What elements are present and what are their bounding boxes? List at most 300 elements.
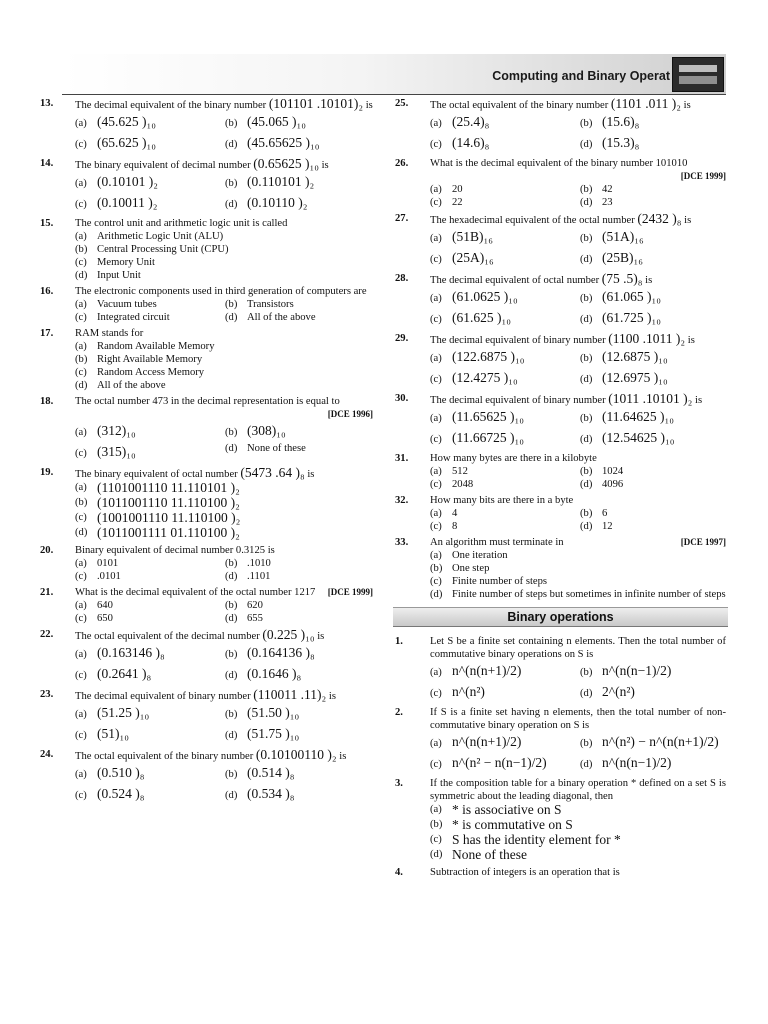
question-text bbox=[75, 544, 373, 557]
right-column bbox=[395, 97, 726, 882]
options-list bbox=[430, 112, 726, 154]
option-label: (d) bbox=[580, 434, 593, 445]
option-value: (11.66725 )₁₀ bbox=[452, 430, 524, 445]
options-list bbox=[430, 465, 726, 491]
question-stem: The decimal equivalent of octal number bbox=[430, 275, 600, 286]
option-label: (d) bbox=[225, 139, 238, 150]
option-label: (d) bbox=[75, 270, 88, 281]
question-text bbox=[75, 628, 373, 643]
option-a bbox=[75, 112, 225, 133]
option-label: (d) bbox=[580, 314, 593, 325]
option-label: (c) bbox=[75, 790, 87, 801]
option-d bbox=[225, 193, 375, 214]
question-stem: If S is a finite set having n elements, then the total number of non-commutative binary operation on S is bbox=[430, 707, 726, 731]
option-label: (a) bbox=[430, 667, 442, 678]
option-c bbox=[430, 133, 580, 154]
option-b bbox=[580, 407, 730, 428]
option-a bbox=[75, 763, 225, 784]
options-list bbox=[430, 287, 726, 329]
math-expression: (1100 .1011 )₂ bbox=[608, 331, 686, 346]
option-value: 2^(n²) bbox=[602, 684, 635, 699]
option-label: (d) bbox=[75, 380, 88, 391]
option-b bbox=[225, 643, 375, 664]
option-a bbox=[75, 557, 225, 570]
option-b bbox=[225, 557, 375, 570]
option-d bbox=[225, 570, 375, 583]
option-value: 42 bbox=[602, 184, 613, 195]
option-value: (0.534 )₈ bbox=[247, 786, 295, 801]
option-value: 6 bbox=[602, 508, 608, 519]
math-expression: (1101 .011 )₂ bbox=[610, 96, 681, 111]
option-b bbox=[580, 227, 730, 248]
option-a bbox=[430, 507, 580, 520]
math-expression: (0.65625 )₁₀ bbox=[253, 156, 319, 171]
option-value: (61.725 )₁₀ bbox=[602, 310, 661, 325]
option-d bbox=[430, 848, 726, 863]
option-label: (a) bbox=[430, 293, 442, 304]
option-b bbox=[580, 287, 730, 308]
page-header bbox=[62, 54, 726, 95]
option-value: (0.164136 )₈ bbox=[247, 645, 315, 660]
option-label: (d) bbox=[580, 521, 593, 532]
option-c bbox=[75, 442, 225, 463]
option-value: (25A)₁₆ bbox=[452, 250, 494, 265]
options-list bbox=[75, 298, 373, 324]
question-stem: Binary equivalent of decimal number 0.3125 is bbox=[75, 545, 275, 556]
option-c bbox=[430, 478, 580, 491]
option-label: (c) bbox=[75, 139, 87, 150]
option-value: Central Processing Unit (CPU) bbox=[97, 244, 229, 255]
option-label: (a) bbox=[75, 118, 87, 129]
question-number: 25. bbox=[395, 98, 409, 109]
option-d bbox=[225, 724, 375, 745]
option-label: (c) bbox=[75, 367, 87, 378]
left-column bbox=[40, 97, 373, 808]
option-b bbox=[75, 243, 373, 256]
option-value: Vacuum tubes bbox=[97, 299, 157, 310]
option-a bbox=[430, 803, 726, 818]
math-expression: (101101 .10101)₂ bbox=[268, 96, 364, 111]
option-value: 12 bbox=[602, 521, 613, 532]
options-list bbox=[75, 643, 373, 685]
option-value: (11.64625 )₁₀ bbox=[602, 409, 674, 424]
option-label: (b) bbox=[580, 184, 593, 195]
question-number: 19. bbox=[40, 467, 54, 478]
question-text bbox=[75, 327, 373, 340]
question-number: 2. bbox=[395, 707, 403, 718]
option-label: (a) bbox=[75, 231, 87, 242]
option-label: (b) bbox=[75, 244, 88, 255]
option-value: .0101 bbox=[97, 571, 121, 582]
option-value: .1101 bbox=[247, 571, 271, 582]
question-stem: The decimal equivalent of binary number bbox=[430, 335, 606, 346]
question-number: 33. bbox=[395, 537, 409, 548]
option-c bbox=[75, 311, 225, 324]
option-a bbox=[75, 230, 373, 243]
exam-reference: [DCE 1997] bbox=[680, 537, 726, 547]
question-number: 29. bbox=[395, 333, 409, 344]
option-a bbox=[430, 287, 580, 308]
question-item bbox=[395, 452, 726, 491]
option-value: 4 bbox=[452, 508, 458, 519]
option-c bbox=[430, 753, 580, 774]
option-value: (51.25 )₁₀ bbox=[97, 705, 150, 720]
question-text bbox=[430, 777, 726, 803]
option-label: (d) bbox=[580, 479, 593, 490]
question-number: 26. bbox=[395, 158, 409, 169]
options-list bbox=[75, 481, 373, 541]
option-b bbox=[225, 298, 375, 311]
question-text bbox=[75, 395, 373, 421]
option-value: (0.514 )₈ bbox=[247, 765, 295, 780]
option-b bbox=[225, 172, 375, 193]
option-value: Finite number of steps but sometimes in infinite number of steps bbox=[452, 589, 726, 600]
options-list bbox=[430, 347, 726, 389]
question-text bbox=[430, 392, 726, 407]
option-label: (d) bbox=[225, 790, 238, 801]
option-label: (a) bbox=[75, 299, 87, 310]
option-b bbox=[580, 112, 730, 133]
section-title: Binary operations bbox=[393, 607, 728, 627]
question-text bbox=[430, 272, 726, 287]
option-label: (a) bbox=[430, 184, 442, 195]
option-c bbox=[75, 256, 373, 269]
option-d bbox=[430, 588, 726, 601]
option-value: (12.4275 )₁₀ bbox=[452, 370, 518, 385]
option-label: (b) bbox=[225, 118, 238, 129]
option-a bbox=[75, 599, 225, 612]
option-label: (c) bbox=[430, 759, 442, 770]
binary-operation-question bbox=[395, 706, 726, 774]
option-value: 655 bbox=[247, 613, 263, 624]
question-item bbox=[395, 97, 726, 154]
question-number: 22. bbox=[40, 629, 54, 640]
option-a bbox=[75, 703, 225, 724]
option-value: (45.65625 )₁₀ bbox=[247, 135, 320, 150]
option-b bbox=[580, 507, 730, 520]
option-value: (0.163146 )₈ bbox=[97, 645, 165, 660]
option-a bbox=[75, 643, 225, 664]
question-text bbox=[430, 452, 726, 465]
question-text bbox=[75, 688, 373, 703]
question-item bbox=[40, 285, 373, 324]
option-value: (308)₁₀ bbox=[247, 423, 286, 438]
math-expression: (5473 .64 )₈ bbox=[240, 465, 305, 480]
option-value: (51)₁₀ bbox=[97, 726, 129, 741]
option-d bbox=[580, 196, 730, 209]
question-number: 16. bbox=[40, 286, 54, 297]
option-label: (b) bbox=[580, 293, 593, 304]
option-label: (d) bbox=[580, 688, 593, 699]
option-value: (14.6)₈ bbox=[452, 135, 490, 150]
option-c bbox=[75, 724, 225, 745]
question-number: 30. bbox=[395, 393, 409, 404]
option-value: Finite number of steps bbox=[452, 576, 548, 587]
question-item bbox=[395, 392, 726, 449]
question-number: 20. bbox=[40, 545, 54, 556]
option-value: n^(n(n−1)/2) bbox=[602, 663, 672, 678]
option-d bbox=[225, 784, 375, 805]
option-a bbox=[430, 661, 580, 682]
option-label: (c) bbox=[430, 434, 442, 445]
option-label: (c) bbox=[75, 312, 87, 323]
option-d bbox=[580, 753, 730, 774]
option-d bbox=[225, 664, 375, 685]
option-label: (a) bbox=[430, 233, 442, 244]
option-value: (61.065 )₁₀ bbox=[602, 289, 661, 304]
option-value: (11.65625 )₁₀ bbox=[452, 409, 524, 424]
option-value: (51.75 )₁₀ bbox=[247, 726, 300, 741]
question-text bbox=[430, 332, 726, 347]
option-b bbox=[580, 732, 730, 753]
option-a bbox=[430, 347, 580, 368]
question-stem: The decimal equivalent of binary number bbox=[430, 395, 606, 406]
question-suffix: is bbox=[687, 335, 695, 346]
question-text bbox=[75, 748, 373, 763]
option-c bbox=[75, 366, 373, 379]
option-d bbox=[580, 248, 730, 269]
option-label: (d) bbox=[580, 197, 593, 208]
option-value: (12.6975 )₁₀ bbox=[602, 370, 668, 385]
question-number: 21. bbox=[40, 587, 54, 598]
option-c bbox=[430, 248, 580, 269]
question-item bbox=[40, 97, 373, 154]
option-b bbox=[580, 661, 730, 682]
option-b bbox=[225, 421, 375, 442]
option-a bbox=[75, 481, 373, 496]
option-label: (a) bbox=[75, 558, 87, 569]
option-value: (51.50 )₁₀ bbox=[247, 705, 300, 720]
option-a bbox=[75, 298, 225, 311]
question-number: 4. bbox=[395, 867, 403, 878]
option-label: (c) bbox=[75, 670, 87, 681]
option-label: (b) bbox=[75, 497, 88, 508]
option-label: (d) bbox=[430, 849, 443, 860]
question-stem: An algorithm must terminate in bbox=[430, 537, 564, 548]
question-number: 15. bbox=[40, 218, 54, 229]
option-value: Memory Unit bbox=[97, 257, 155, 268]
option-c bbox=[430, 196, 580, 209]
question-stem: How many bits are there in a byte bbox=[430, 495, 574, 506]
question-suffix: is bbox=[307, 469, 315, 480]
options-list bbox=[430, 732, 726, 774]
option-value: All of the above bbox=[247, 312, 316, 323]
option-d bbox=[580, 133, 730, 154]
options-list bbox=[75, 172, 373, 214]
option-b bbox=[430, 818, 726, 833]
question-text bbox=[430, 536, 726, 549]
option-value: 4096 bbox=[602, 479, 624, 490]
option-label: (a) bbox=[75, 649, 87, 660]
option-value: (0.510 )₈ bbox=[97, 765, 145, 780]
option-value: n^(n(n+1)/2) bbox=[452, 663, 522, 678]
option-value: (0.1646 )₈ bbox=[247, 666, 302, 681]
option-label: (c) bbox=[430, 254, 442, 265]
option-label: (b) bbox=[580, 508, 593, 519]
option-label: (d) bbox=[580, 139, 593, 150]
option-value: (0.524 )₈ bbox=[97, 786, 145, 801]
option-label: (b) bbox=[225, 427, 238, 438]
option-a bbox=[75, 421, 225, 442]
option-value: 640 bbox=[97, 600, 113, 611]
option-label: (c) bbox=[75, 512, 87, 523]
question-suffix: is bbox=[695, 395, 703, 406]
options-list bbox=[75, 703, 373, 745]
option-label: (d) bbox=[430, 589, 443, 600]
option-c bbox=[75, 570, 225, 583]
option-c bbox=[75, 784, 225, 805]
question-text bbox=[75, 97, 373, 112]
option-value: S has the identity element for * bbox=[452, 832, 621, 847]
question-number: 3. bbox=[395, 778, 403, 789]
option-label: (a) bbox=[430, 804, 442, 815]
options-list bbox=[75, 763, 373, 805]
question-number: 24. bbox=[40, 749, 54, 760]
option-label: (d) bbox=[75, 527, 88, 538]
option-label: (d) bbox=[225, 312, 238, 323]
question-text bbox=[75, 217, 373, 230]
question-number: 31. bbox=[395, 453, 409, 464]
option-value: .1010 bbox=[247, 558, 271, 569]
option-label: (c) bbox=[430, 139, 442, 150]
option-b bbox=[225, 599, 375, 612]
option-value: * is associative on S bbox=[452, 802, 562, 817]
question-stem: The octal equivalent of the binary number bbox=[430, 100, 609, 111]
option-b bbox=[580, 183, 730, 196]
option-value: (45.065 )₁₀ bbox=[247, 114, 306, 129]
question-suffix: is bbox=[683, 100, 691, 111]
option-value: n^(n(n+1)/2) bbox=[452, 734, 522, 749]
question-stem: The electronic components used in third generation of computers are bbox=[75, 286, 367, 297]
question-item bbox=[395, 536, 726, 601]
option-value: (51B)₁₆ bbox=[452, 229, 493, 244]
option-label: (a) bbox=[430, 413, 442, 424]
option-value: (122.6875 )₁₀ bbox=[452, 349, 525, 364]
option-value: Right Available Memory bbox=[97, 354, 203, 365]
option-d bbox=[580, 478, 730, 491]
option-b bbox=[430, 562, 726, 575]
option-label: (a) bbox=[430, 466, 442, 477]
option-a bbox=[430, 407, 580, 428]
option-c bbox=[75, 612, 225, 625]
question-stem: The hexadecimal equivalent of the octal number bbox=[430, 215, 635, 226]
option-c bbox=[430, 682, 580, 703]
options-list bbox=[75, 112, 373, 154]
question-item bbox=[40, 544, 373, 583]
option-label: (c) bbox=[75, 199, 87, 210]
option-label: (d) bbox=[580, 759, 593, 770]
question-number: 14. bbox=[40, 158, 54, 169]
question-stem: The binary equivalent of octal number bbox=[75, 469, 238, 480]
option-value: 650 bbox=[97, 613, 113, 624]
question-stem: Subtraction of integers is an operation that is bbox=[430, 867, 620, 878]
option-label: (d) bbox=[225, 571, 238, 582]
option-label: (b) bbox=[225, 709, 238, 720]
question-text bbox=[75, 157, 373, 172]
option-d bbox=[225, 612, 375, 625]
option-d bbox=[225, 133, 375, 154]
question-item bbox=[395, 272, 726, 329]
question-text bbox=[75, 466, 373, 481]
math-expression: (75 .5)₈ bbox=[601, 271, 643, 286]
option-a bbox=[430, 227, 580, 248]
option-value: (1011001110 11.110100 )₂ bbox=[97, 495, 240, 510]
question-number: 1. bbox=[395, 636, 403, 647]
option-value: (0.10110 )₂ bbox=[247, 195, 308, 210]
question-suffix: is bbox=[645, 275, 653, 286]
question-item bbox=[395, 157, 726, 209]
option-value: n^(n² − n(n−1)/2) bbox=[452, 755, 547, 770]
question-item bbox=[40, 395, 373, 463]
option-a bbox=[430, 549, 726, 562]
option-value: One iteration bbox=[452, 550, 508, 561]
question-stem: Let S be a finite set containing n elements. Then the total number of commutative binary operations on S is bbox=[430, 636, 726, 660]
option-value: 0101 bbox=[97, 558, 119, 569]
option-d bbox=[580, 520, 730, 533]
option-value: (1001001110 11.110100 )₂ bbox=[97, 510, 241, 525]
exam-reference: [DCE 1999] bbox=[680, 171, 726, 181]
option-value: None of these bbox=[452, 847, 527, 862]
option-a bbox=[430, 465, 580, 478]
option-label: (c) bbox=[430, 197, 442, 208]
question-suffix: is bbox=[365, 100, 373, 111]
option-value: (0.2641 )₈ bbox=[97, 666, 152, 681]
question-stem: What is the decimal equivalent of the octal number 1217 bbox=[75, 587, 316, 598]
option-label: (d) bbox=[225, 443, 238, 454]
question-stem: The octal number 473 in the decimal representation is equal to bbox=[75, 396, 340, 407]
question-item bbox=[40, 157, 373, 214]
option-c bbox=[75, 133, 225, 154]
option-c bbox=[430, 575, 726, 588]
option-label: (c) bbox=[75, 613, 87, 624]
question-text bbox=[430, 706, 726, 732]
question-number: 28. bbox=[395, 273, 409, 284]
options-list bbox=[430, 507, 726, 533]
question-item bbox=[40, 688, 373, 745]
options-list bbox=[75, 421, 373, 463]
option-a bbox=[430, 732, 580, 753]
options-list bbox=[75, 599, 373, 625]
question-stem: The octal equivalent of the binary number bbox=[75, 751, 254, 762]
option-a bbox=[430, 183, 580, 196]
option-label: (c) bbox=[75, 571, 87, 582]
option-value: 1024 bbox=[602, 466, 624, 477]
option-value: Input Unit bbox=[97, 270, 141, 281]
option-label: (a) bbox=[430, 118, 442, 129]
question-suffix: is bbox=[328, 691, 336, 702]
option-label: (b) bbox=[580, 667, 593, 678]
question-number: 23. bbox=[40, 689, 54, 700]
option-label: (d) bbox=[225, 199, 238, 210]
question-number: 17. bbox=[40, 328, 54, 339]
option-value: (0.10101 )₂ bbox=[97, 174, 158, 189]
question-text bbox=[430, 494, 726, 507]
option-value: Random Access Memory bbox=[97, 367, 205, 378]
option-value: (15.3)₈ bbox=[602, 135, 640, 150]
option-label: (b) bbox=[225, 649, 238, 660]
option-value: All of the above bbox=[97, 380, 166, 391]
option-label: (a) bbox=[75, 178, 87, 189]
question-stem: What is the decimal equivalent of the binary number 101010 bbox=[430, 158, 688, 169]
option-d bbox=[580, 308, 730, 329]
option-value: (25B)₁₆ bbox=[602, 250, 643, 265]
option-value: (61.0625 )₁₀ bbox=[452, 289, 518, 304]
option-label: (d) bbox=[225, 613, 238, 624]
option-value: (0.10011 )₂ bbox=[97, 195, 158, 210]
question-number: 13. bbox=[40, 98, 54, 109]
option-label: (c) bbox=[430, 688, 442, 699]
option-value: 620 bbox=[247, 600, 263, 611]
